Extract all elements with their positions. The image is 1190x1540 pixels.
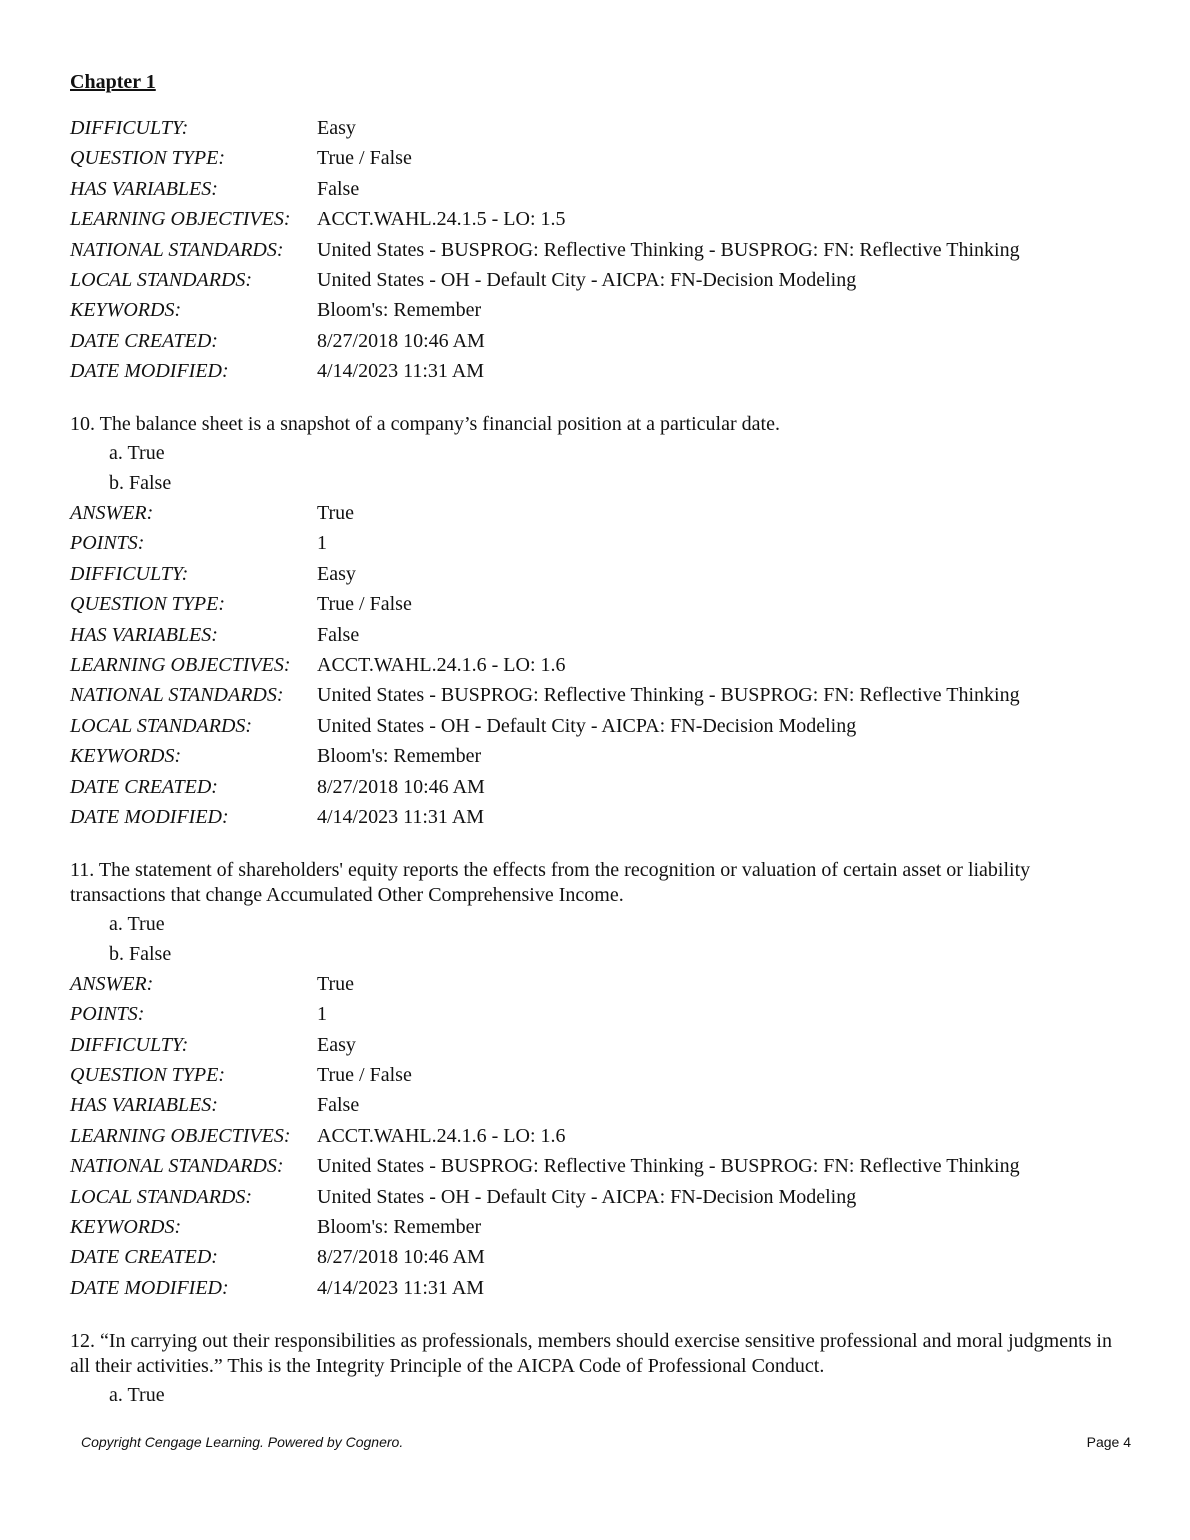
question-text: 11. The statement of shareholders' equity reports the effects from the recognition or valuation of certain asset or liability transactions that change Accumulated Other Comprehensive Income. bbox=[70, 858, 1031, 906]
metadata-row bbox=[70, 174, 1130, 204]
metadata-row bbox=[70, 1273, 1130, 1303]
metadata-label: LEARNING OBJECTIVES: bbox=[70, 208, 291, 231]
metadata-row bbox=[70, 356, 1130, 386]
metadata-value: United States - BUSPROG: Reflective Thinking - BUSPROG: FN: Reflective Thinking bbox=[317, 1155, 1020, 1178]
metadata-label: HAS VARIABLES: bbox=[70, 1094, 218, 1117]
metadata-row bbox=[70, 1060, 1130, 1090]
metadata-row bbox=[70, 802, 1130, 832]
metadata-value: Bloom's: Remember bbox=[317, 299, 482, 322]
metadata-row bbox=[70, 999, 1130, 1029]
metadata-label: QUESTION TYPE: bbox=[70, 1063, 226, 1086]
metadata-value: ACCT.WAHL.24.1.6 - LO: 1.6 bbox=[317, 1124, 566, 1147]
metadata-value: United States - OH - Default City - AICPA: FN-Decision Modeling bbox=[317, 1185, 857, 1208]
metadata-label: DATE CREATED: bbox=[70, 775, 218, 798]
question-text: 10. The balance sheet is a snapshot of a company’s financial position at a particular date. bbox=[70, 413, 780, 436]
metadata-value: 1 bbox=[317, 532, 327, 555]
metadata-row bbox=[70, 1121, 1130, 1151]
question-block bbox=[70, 412, 1130, 832]
metadata-value: True bbox=[317, 502, 355, 525]
answer-options bbox=[70, 438, 1130, 498]
metadata-label: QUESTION TYPE: bbox=[70, 593, 226, 616]
metadata-row bbox=[70, 1090, 1130, 1120]
metadata-value: True / False bbox=[317, 593, 412, 616]
page-footer bbox=[81, 1434, 1131, 1450]
metadata-label: DATE MODIFIED: bbox=[70, 1276, 229, 1299]
metadata-value: United States - OH - Default City - AICPA: FN-Decision Modeling bbox=[317, 268, 857, 291]
question-block bbox=[70, 1329, 1130, 1410]
answer-options bbox=[70, 909, 1130, 969]
answer-option: b. False bbox=[109, 472, 172, 495]
metadata-value: 8/27/2018 10:46 AM bbox=[317, 775, 485, 798]
metadata-row bbox=[70, 559, 1130, 589]
metadata-value: Easy bbox=[317, 1033, 356, 1056]
metadata-value: False bbox=[317, 1094, 360, 1117]
metadata-row bbox=[70, 1242, 1130, 1272]
metadata-row bbox=[70, 969, 1130, 999]
metadata-label: KEYWORDS: bbox=[70, 299, 182, 322]
chapter-heading: Chapter 1 bbox=[70, 71, 156, 93]
metadata-row bbox=[70, 589, 1130, 619]
metadata-label: HAS VARIABLES: bbox=[70, 177, 218, 200]
metadata-row bbox=[70, 528, 1130, 558]
metadata-label: HAS VARIABLES: bbox=[70, 623, 218, 646]
metadata-value: True bbox=[317, 972, 355, 995]
metadata-row bbox=[70, 1182, 1130, 1212]
metadata-label: NATIONAL STANDARDS: bbox=[70, 1155, 284, 1178]
metadata-row bbox=[70, 204, 1130, 234]
metadata-row bbox=[70, 772, 1130, 802]
metadata-label: LOCAL STANDARDS: bbox=[70, 1185, 253, 1208]
metadata-value: United States - BUSPROG: Reflective Thinking - BUSPROG: FN: Reflective Thinking bbox=[317, 684, 1020, 707]
metadata-value: ACCT.WAHL.24.1.6 - LO: 1.6 bbox=[317, 653, 566, 676]
metadata-row bbox=[70, 235, 1130, 265]
metadata-row bbox=[70, 265, 1130, 295]
page-number: Page 4 bbox=[1086, 1434, 1131, 1450]
metadata-label: DATE MODIFIED: bbox=[70, 360, 229, 383]
metadata-row bbox=[70, 711, 1130, 741]
metadata-value: Bloom's: Remember bbox=[317, 1215, 482, 1238]
metadata-label: QUESTION TYPE: bbox=[70, 147, 226, 170]
metadata-row bbox=[70, 1212, 1130, 1242]
metadata-label: DIFFICULTY: bbox=[70, 1033, 189, 1056]
metadata-row bbox=[70, 1151, 1130, 1181]
metadata-row bbox=[70, 143, 1130, 173]
metadata-row bbox=[70, 650, 1130, 680]
copyright-text: Copyright Cengage Learning. Powered by Cognero. bbox=[81, 1434, 404, 1450]
metadata-label: KEYWORDS: bbox=[70, 1215, 182, 1238]
metadata-value: ACCT.WAHL.24.1.5 - LO: 1.5 bbox=[317, 208, 566, 231]
metadata-label: LOCAL STANDARDS: bbox=[70, 714, 253, 737]
metadata-value: Easy bbox=[317, 117, 356, 139]
metadata-value: 8/27/2018 10:46 AM bbox=[317, 1246, 485, 1269]
answer-option: a. True bbox=[109, 442, 165, 465]
metadata-label: DATE MODIFIED: bbox=[70, 805, 229, 828]
metadata-row bbox=[70, 620, 1130, 650]
metadata-value: False bbox=[317, 177, 360, 200]
metadata-value: True / False bbox=[317, 1063, 412, 1086]
document-page bbox=[70, 67, 1130, 1410]
metadata-value: Easy bbox=[317, 562, 356, 585]
metadata-label: KEYWORDS: bbox=[70, 745, 182, 768]
metadata-label: POINTS: bbox=[70, 532, 145, 555]
metadata-label: POINTS: bbox=[70, 1003, 145, 1026]
metadata-value: 8/27/2018 10:46 AM bbox=[317, 329, 485, 352]
metadata-label: DIFFICULTY: bbox=[70, 117, 189, 139]
metadata-value: United States - BUSPROG: Reflective Thinking - BUSPROG: FN: Reflective Thinking bbox=[317, 238, 1020, 261]
metadata-label: DIFFICULTY: bbox=[70, 562, 189, 585]
metadata-label: NATIONAL STANDARDS: bbox=[70, 684, 284, 707]
metadata-row bbox=[70, 680, 1130, 710]
question-block bbox=[70, 858, 1130, 1303]
metadata-value: True / False bbox=[317, 147, 412, 170]
metadata-label: ANSWER: bbox=[70, 502, 154, 525]
metadata-label: DATE CREATED: bbox=[70, 1246, 218, 1269]
metadata-label: NATIONAL STANDARDS: bbox=[70, 238, 284, 261]
metadata-value: United States - OH - Default City - AICPA: FN-Decision Modeling bbox=[317, 714, 857, 737]
metadata-value: Bloom's: Remember bbox=[317, 745, 482, 768]
metadata-value: 4/14/2023 11:31 AM bbox=[317, 805, 485, 828]
answer-option: a. True bbox=[109, 1383, 165, 1406]
answer-option: a. True bbox=[109, 912, 165, 935]
metadata-row bbox=[70, 326, 1130, 356]
metadata-row bbox=[70, 741, 1130, 771]
metadata-row bbox=[70, 1030, 1130, 1060]
metadata-label: LOCAL STANDARDS: bbox=[70, 268, 253, 291]
metadata-label: LEARNING OBJECTIVES: bbox=[70, 1124, 291, 1147]
metadata-table bbox=[70, 498, 1130, 832]
metadata-row bbox=[70, 498, 1130, 528]
question-list bbox=[70, 412, 1130, 1410]
metadata-label: ANSWER: bbox=[70, 972, 154, 995]
metadata-label: DATE CREATED: bbox=[70, 329, 218, 352]
metadata-value: False bbox=[317, 623, 360, 646]
answer-option: b. False bbox=[109, 942, 172, 965]
answer-options bbox=[70, 1380, 1130, 1410]
question-text: 12. “In carrying out their responsibilities as professionals, members should exercise sensitive professional and moral judgments in all their activities.” This is the Integrity Principle of the AICPA Code of Professional Conduct. bbox=[70, 1329, 1112, 1377]
metadata-value: 4/14/2023 11:31 AM bbox=[317, 360, 485, 383]
metadata-row bbox=[70, 113, 1130, 143]
metadata-value: 4/14/2023 11:31 AM bbox=[317, 1276, 485, 1299]
metadata-table bbox=[70, 113, 1130, 387]
metadata-value: 1 bbox=[317, 1003, 327, 1026]
metadata-row bbox=[70, 295, 1130, 325]
metadata-table bbox=[70, 969, 1130, 1303]
metadata-label: LEARNING OBJECTIVES: bbox=[70, 653, 291, 676]
